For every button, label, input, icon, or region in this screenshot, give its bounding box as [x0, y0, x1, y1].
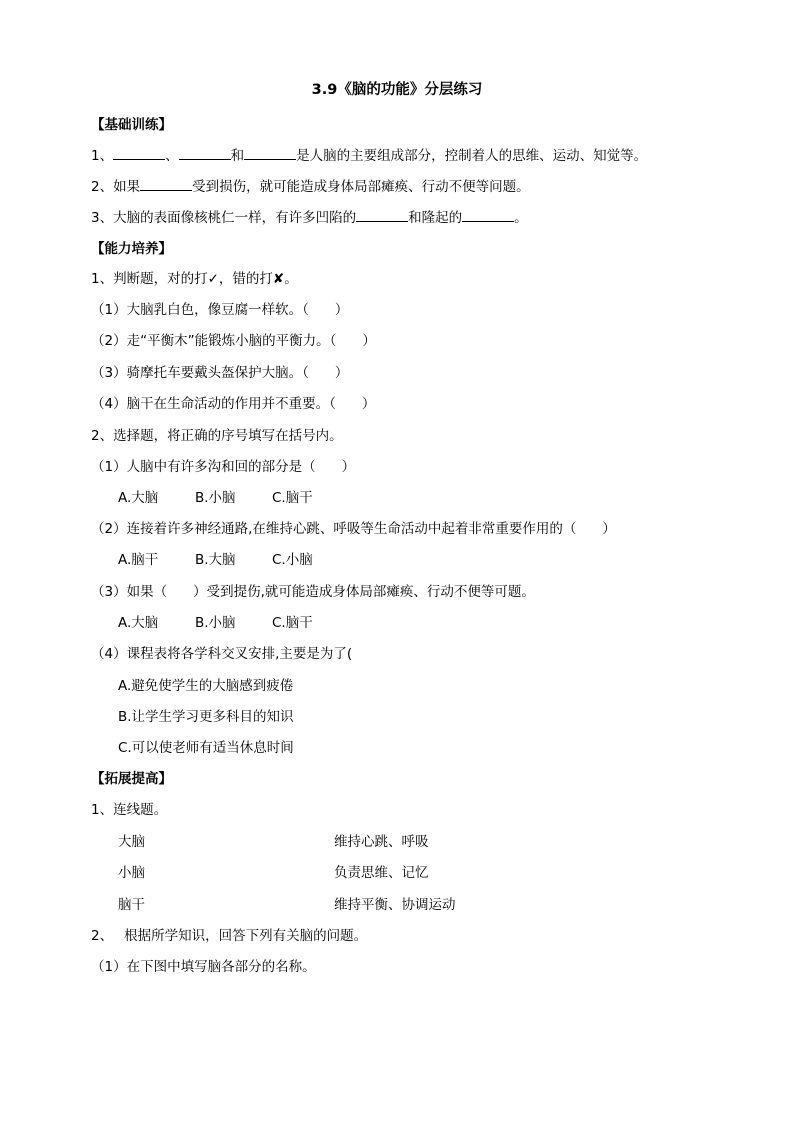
judge-item: （1）大脑乳白色，像豆腐一样软。（ ） — [91, 302, 349, 318]
match-right-item[interactable]: 维持心跳、呼吸 — [334, 834, 429, 850]
match-heading: 1、连线题。 — [91, 802, 168, 818]
basic-question-1: 1、 、 和 是人脑的主要组成部分，控制着人的思维、运动、知觉等。 — [91, 148, 648, 164]
cross-icon: ✘ — [272, 271, 285, 287]
match-left-item[interactable]: 脑干 — [118, 897, 145, 913]
judge-item: （3）骑摩托车要戴头盔保护大脑。（ ） — [91, 365, 349, 381]
choice-stem: （2）连接着许多神经通路,在维持心跳、呼吸等生命活动中起着非常重要作用的（ ） — [91, 521, 616, 537]
brain-question-sub: （1）在下图中填写脑各部分的名称。 — [91, 959, 316, 975]
choice-option[interactable]: C.小脑 — [272, 552, 313, 568]
judge-item: （2）走“平衡木”能锻炼小脑的平衡力。（ ） — [91, 333, 376, 349]
blank-field[interactable] — [356, 208, 408, 222]
match-left-item[interactable]: 大脑 — [118, 834, 145, 850]
basic-question-2: 2、如果 受到损伤，就可能造成身体局部瘫痪、行动不便等问题。 — [91, 179, 530, 195]
blank-field[interactable] — [244, 146, 296, 160]
choice-option[interactable]: B.让学生学习更多科目的知识 — [118, 709, 294, 725]
match-right-item[interactable]: 维持平衡、协调运动 — [334, 897, 456, 913]
choice-option[interactable]: A.脑干 — [118, 552, 159, 568]
judge-heading: 1、判断题，对的打✓，错的打✘。 — [91, 271, 298, 287]
section-extend: 【拓展提高】 — [91, 771, 172, 787]
page-title: 3.9《脑的功能》分层练习 — [311, 82, 483, 98]
choice-option[interactable]: B.大脑 — [195, 552, 236, 568]
choice-option[interactable]: C.脑干 — [272, 615, 313, 631]
section-ability: 【能力培养】 — [91, 241, 172, 257]
judge-item: （4）脑干在生命活动的作用并不重要。（ ） — [91, 396, 376, 412]
blank-field[interactable] — [113, 146, 165, 160]
tick-icon: ✓ — [207, 271, 219, 287]
choice-option[interactable]: A.避免使学生的大脑感到疲倦 — [118, 678, 294, 694]
choice-stem: （4）课程表将各学科交叉安排,主要是为了( — [91, 646, 353, 662]
blank-field[interactable] — [140, 177, 192, 191]
choice-option[interactable]: A.大脑 — [118, 490, 159, 506]
blank-field[interactable] — [462, 208, 514, 222]
choice-stem: （1）人脑中有许多沟和回的部分是（ ） — [91, 459, 356, 475]
blank-field[interactable] — [179, 146, 231, 160]
match-right-item[interactable]: 负责思维、记忆 — [334, 865, 429, 881]
basic-question-3: 3、大脑的表面像核桃仁一样，有许多凹陷的 和隆起的 。 — [91, 210, 528, 226]
choice-option[interactable]: A.大脑 — [118, 615, 159, 631]
choice-option[interactable]: B.小脑 — [195, 490, 236, 506]
choice-option[interactable]: B.小脑 — [195, 615, 236, 631]
choice-option[interactable]: C.可以使老师有适当休息时间 — [118, 740, 294, 756]
match-left-item[interactable]: 小脑 — [118, 865, 145, 881]
section-basic: 【基础训练】 — [91, 117, 172, 133]
choice-option[interactable]: C.脑干 — [272, 490, 313, 506]
choice-heading: 2、选择题，将正确的序号填写在括号内。 — [91, 428, 343, 444]
choice-stem: （3）如果（ ）受到提伤,就可能造成身体局部瘫痪、行动不便等可题。 — [91, 584, 535, 600]
brain-question-heading: 2、 根据所学知识，回答下列有关脑的问题。 — [91, 928, 368, 944]
